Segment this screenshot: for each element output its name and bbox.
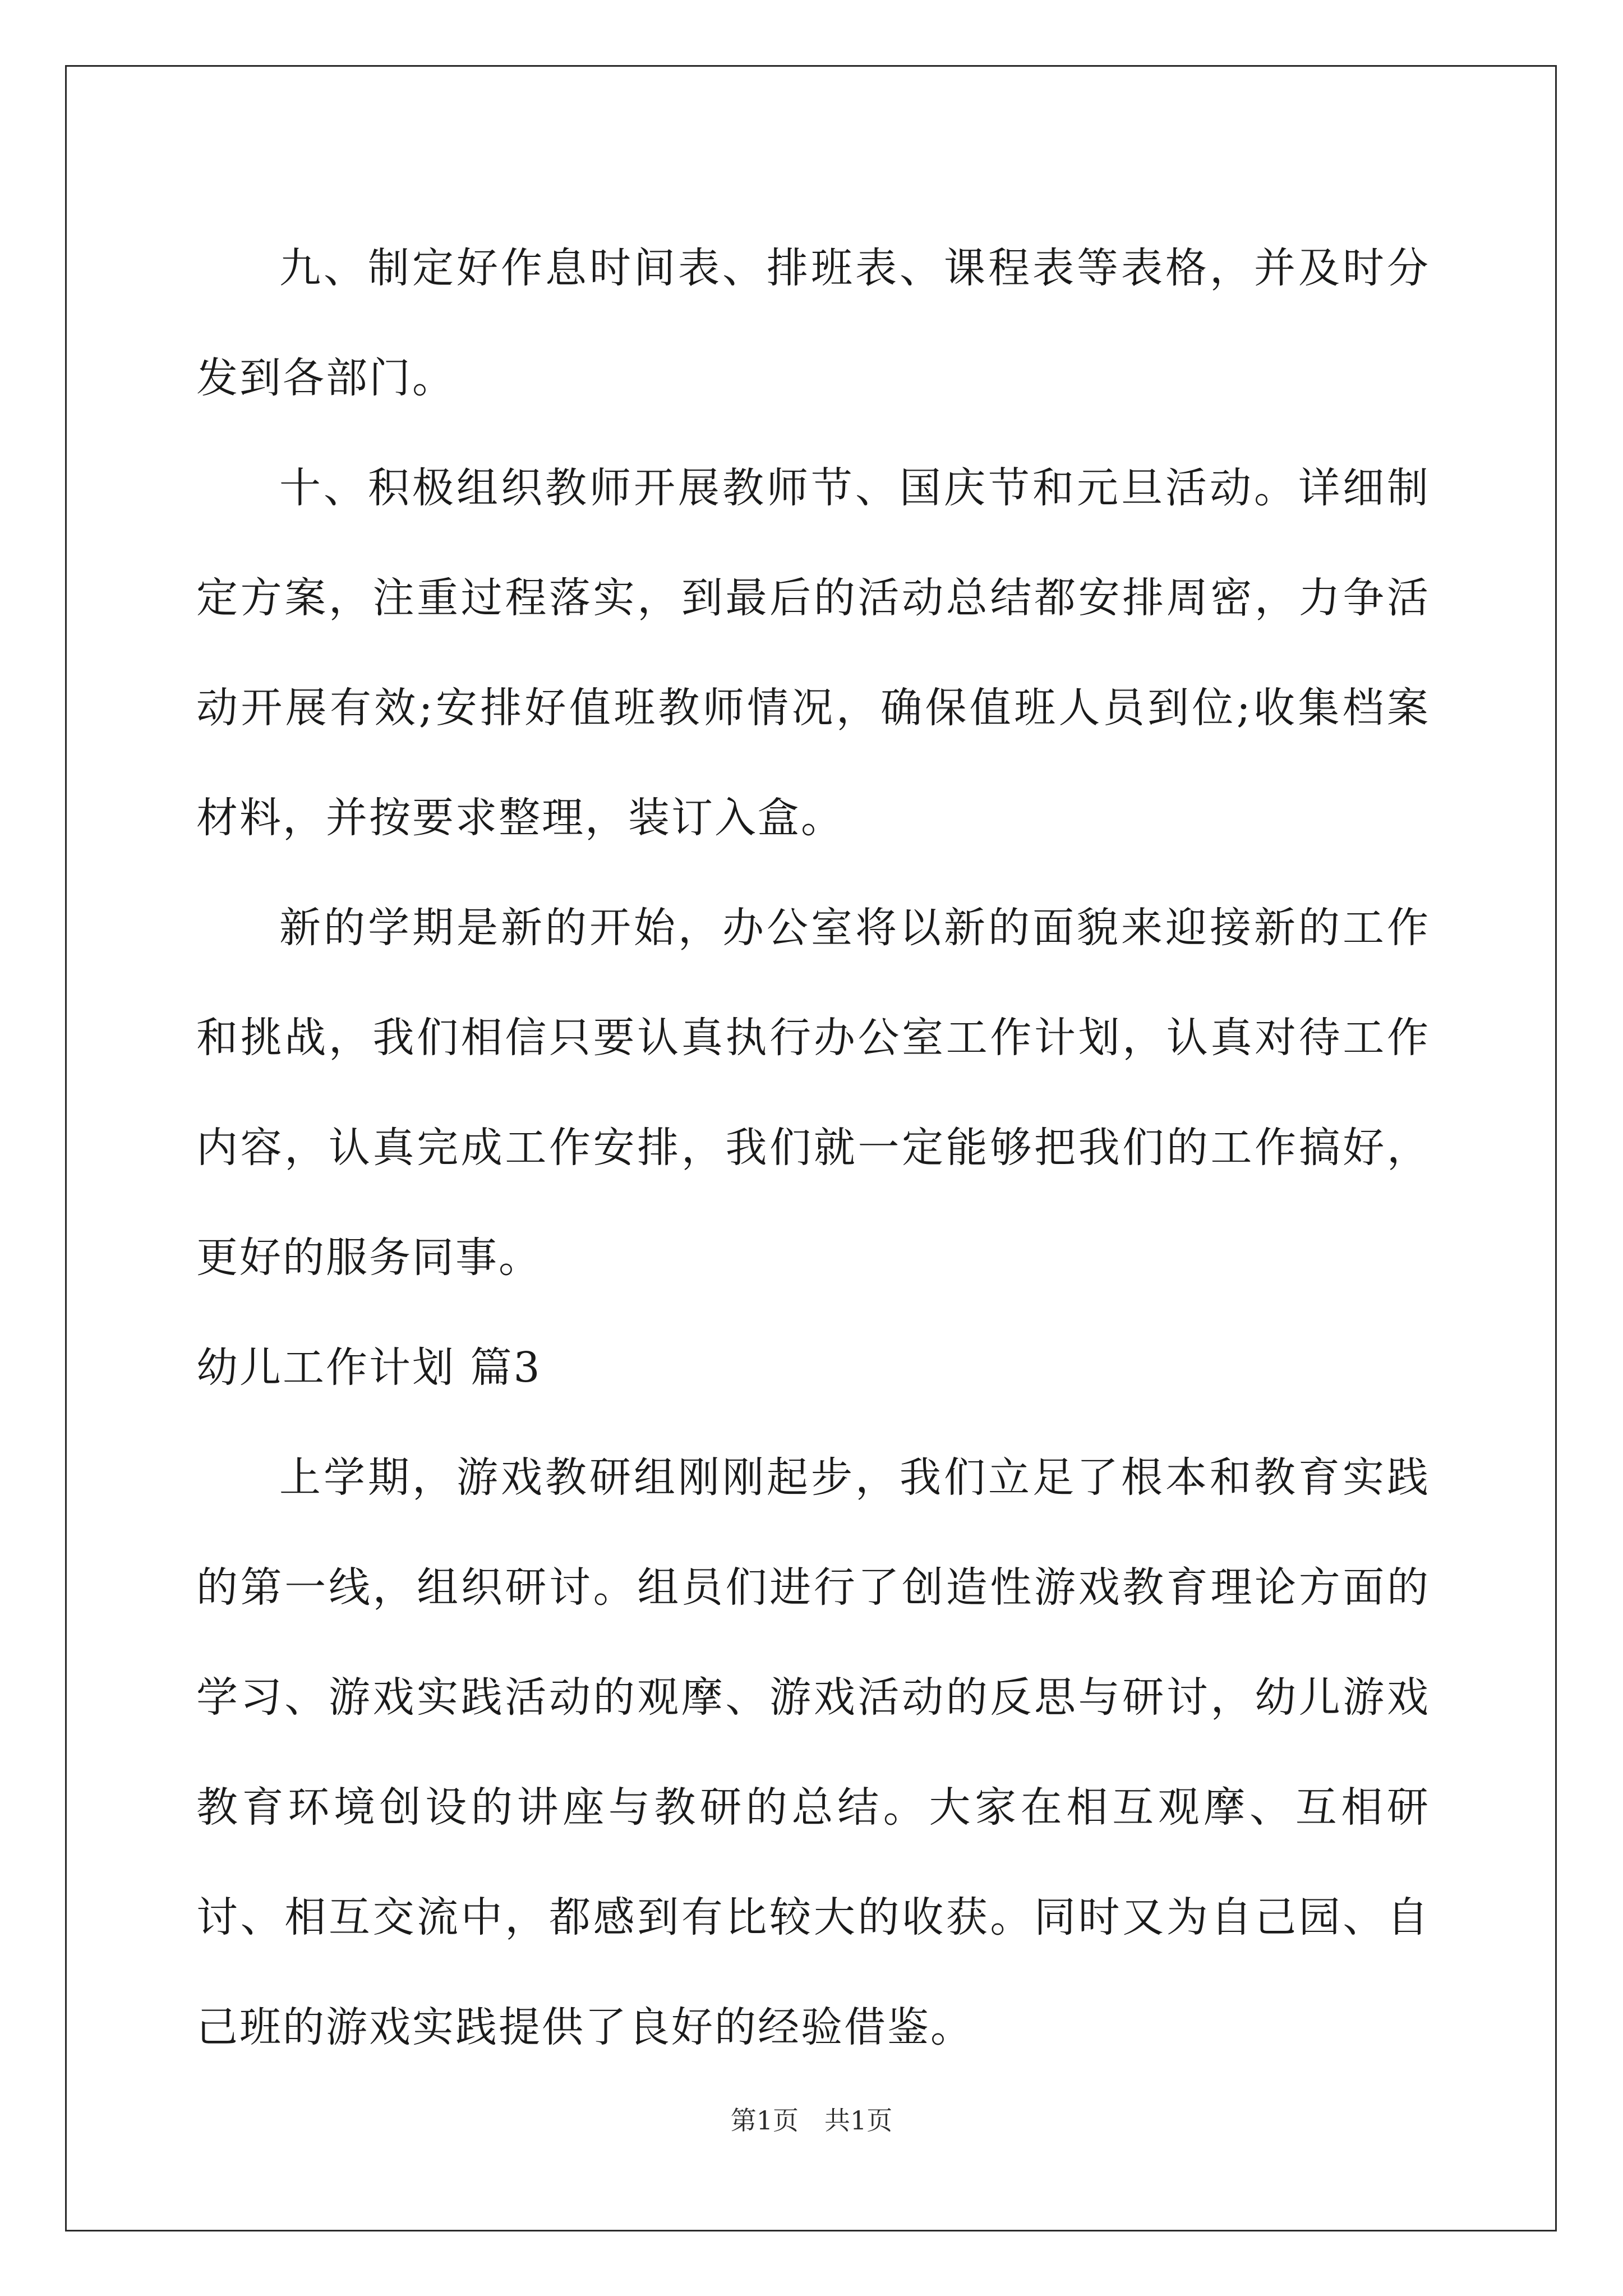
- paragraph-section-3-intro: 上学期，游戏教研组刚刚起步，我们立足了根本和教育实践的第一线，组织研讨。组员们进行了创造性游戏教育理论方面的学习、游戏实践活动的观摩、游戏活动的反思与研讨，幼儿游戏教育环境创设的讲座与教研的总结。大家在相互观摩、互相研讨、相互交流中，都感到有比较大的收获。同时又为自己园、自己班的游戏实践提供了良好的经验借鉴。: [196, 1453, 1430, 2051]
- paragraph-item-9: 九、制定好作息时间表、排班表、课程表等表格，并及时分发到各部门。: [196, 244, 1430, 402]
- document-body: [196, 213, 1430, 2082]
- page-footer: 第1页 共1页: [730, 2105, 893, 2136]
- paragraph-item-10: 十、积极组织教师开展教师节、国庆节和元旦活动。详细制定方案，注重过程落实，到最后的活动总结都安排周密，力争活动开展有效;安排好值班教师情况，确保值班人员到位;收集档案材料，并按要求整理，装订入盒。: [196, 464, 1430, 842]
- section-heading: 幼儿工作计划 篇3: [196, 1343, 542, 1392]
- paragraph-conclusion: 新的学期是新的开始，办公室将以新的面貌来迎接新的工作和挑战，我们相信只要认真执行办公室工作计划，认真对待工作内容，认真完成工作安排，我们就一定能够把我们的工作搞好，更好的服务同事。: [196, 904, 1430, 1282]
